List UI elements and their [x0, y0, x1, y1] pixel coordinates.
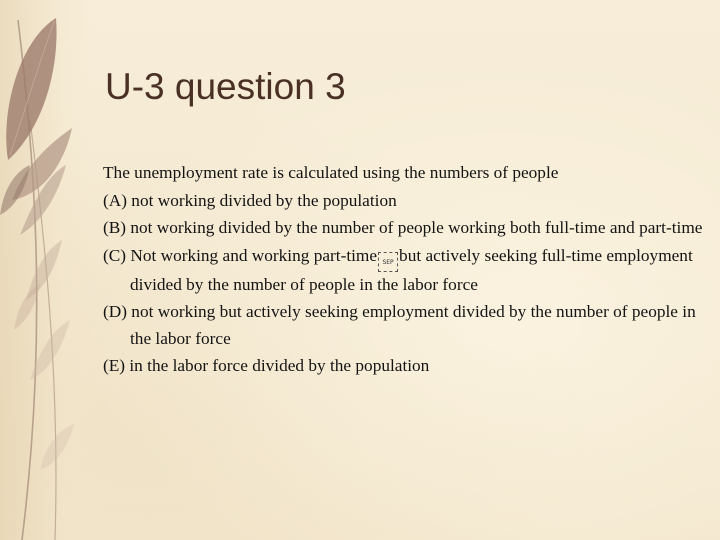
option-e: (E) in the labor force divided by the population	[103, 356, 430, 375]
option-d: (D) not working but actively seeking employment divided by the number of people in the labor force	[103, 302, 696, 348]
option-a: (A) not working divided by the population	[103, 190, 397, 210]
question-block	[103, 160, 703, 381]
question-stem: The unemployment rate is calculated using the numbers of people	[103, 163, 559, 182]
option-c-part1: (C) Not working and working part-time	[103, 245, 378, 265]
slide-title: U-3 question 3	[105, 66, 346, 107]
option-b: (B) not working divided by the number of people working both full-time and part-time	[103, 218, 703, 237]
option-c	[103, 243, 703, 299]
leaf-branch-icon	[0, 0, 110, 540]
option-c-part2: but actively seeking full-time employment divided by the number of people in the labor force	[130, 245, 693, 294]
separator-glyph-icon: SEP	[378, 252, 398, 272]
